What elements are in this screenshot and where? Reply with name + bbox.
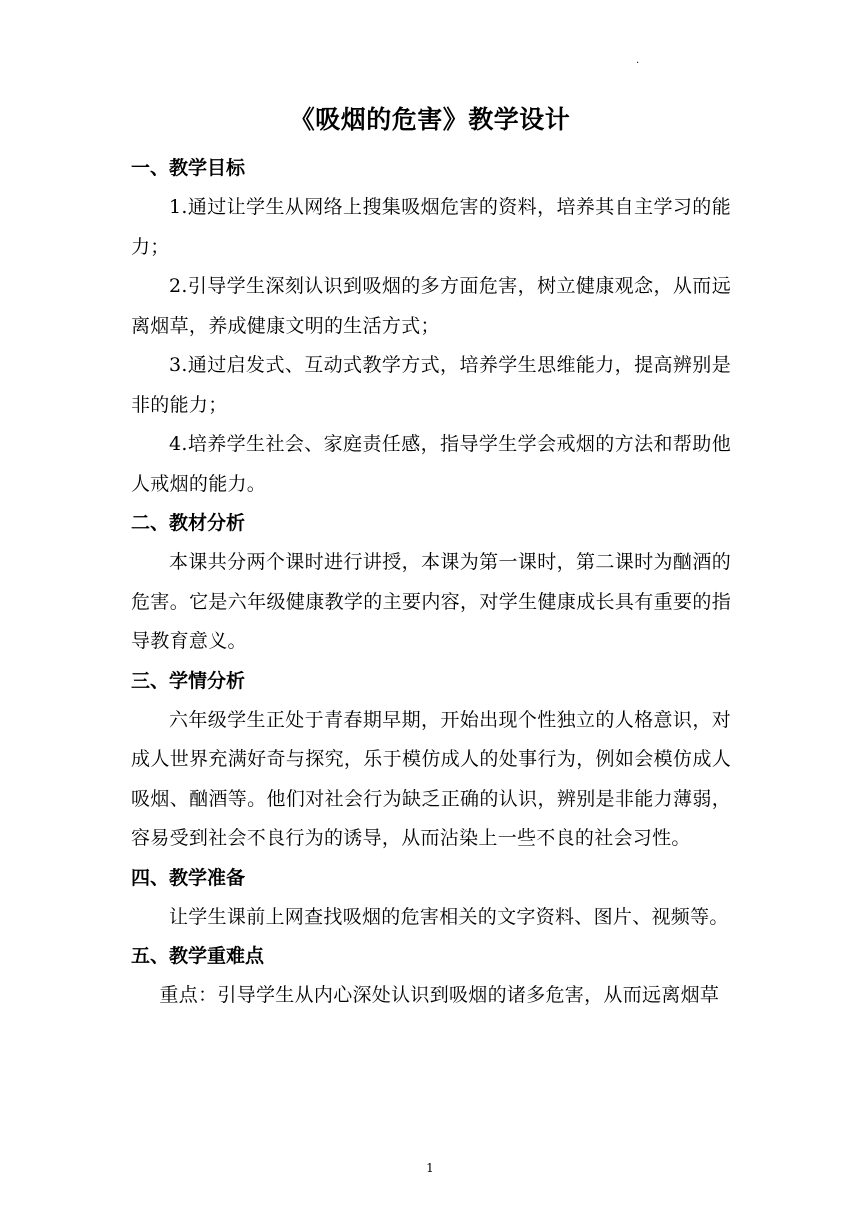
section-heading: 五、教学重难点 bbox=[131, 945, 265, 967]
section-heading: 四、教学准备 bbox=[131, 866, 246, 889]
paragraph: 2.引导学生深刻认识到吸烟的多方面危害，树立健康观念，从而远离烟草，养成健康文明的生活方式； bbox=[131, 275, 731, 337]
section-learner-analysis bbox=[131, 662, 731, 859]
section-heading: 二、教材分析 bbox=[131, 512, 246, 534]
section-teaching-preparation bbox=[131, 859, 731, 938]
section-key-difficulties bbox=[131, 937, 731, 1016]
section-teaching-goals bbox=[131, 149, 731, 504]
section-heading: 三、学情分析 bbox=[131, 669, 246, 692]
section-heading: 一、教学目标 bbox=[131, 157, 246, 179]
paragraph: 3.通过启发式、互动式教学方式，培养学生思维能力，提高辨别是非的能力； bbox=[131, 354, 731, 416]
paragraph: 本课共分两个课时进行讲授，本课为第一课时，第二课时为酗酒的危害。它是六年级健康教学的主要内容，对学生健康成长具有重要的指导教育意义。 bbox=[131, 551, 731, 652]
document-body bbox=[131, 149, 731, 1016]
header-mark: . bbox=[636, 55, 640, 66]
paragraph: 1.通过让学生从网络上搜集吸烟危害的资料，培养其自主学习的能力； bbox=[131, 196, 731, 258]
paragraph: 让学生课前上网查找吸烟的危害相关的文字资料、图片、视频等。 bbox=[169, 905, 729, 928]
section-textbook-analysis bbox=[131, 504, 731, 662]
paragraph: 4.培养学生社会、家庭责任感，指导学生学会戒烟的方法和帮助他人戒烟的能力。 bbox=[131, 433, 731, 495]
document-title: 《吸烟的危害》教学设计 bbox=[289, 105, 571, 134]
page-number: 1 bbox=[426, 1161, 434, 1175]
paragraph: 六年级学生正处于青春期早期，开始出现个性独立的人格意识，对成人世界充满好奇与探究，乐于模仿成人的处事行为，例如会模仿成人吸烟、酗酒等。他们对社会行为缺乏正确的认识，辨别是非能力薄弱，容易受到社会不良行为的诱导，从而沾染上一些不良的社会习性。 bbox=[131, 708, 731, 849]
paragraph: 重点：引导学生从内心深处认识到吸烟的诸多危害，从而远离烟草 bbox=[159, 984, 720, 1006]
